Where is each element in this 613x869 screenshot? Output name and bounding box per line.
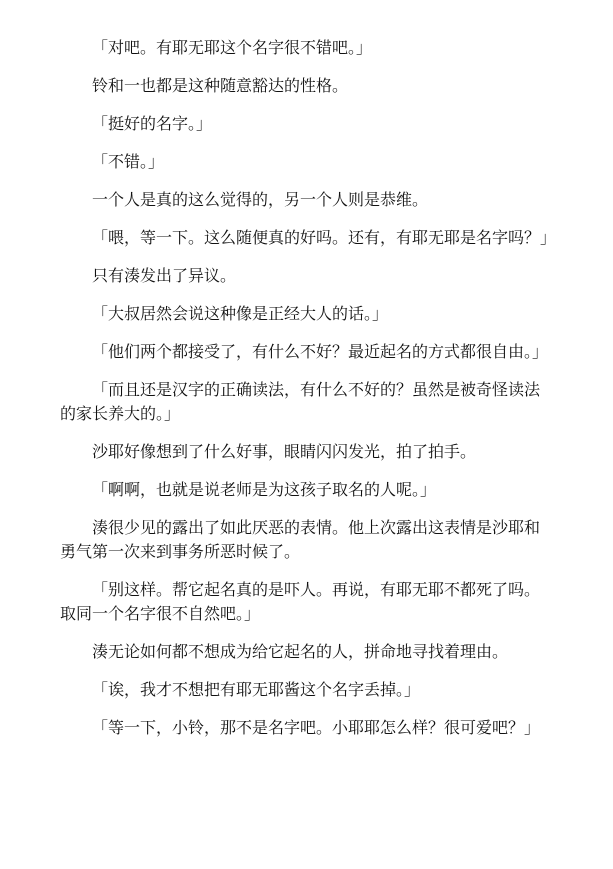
paragraph: 只有湊发出了异议。 <box>92 266 237 285</box>
paragraph: 「啊啊，也就是说老师是为这孩子取名的人呢。」 <box>92 480 437 499</box>
paragraph: 「诶，我才不想把有耶无耶酱这个名字丢掉。」 <box>92 680 421 699</box>
paragraph: 「挺好的名字。」 <box>92 114 213 133</box>
paragraph: 一个人是真的这么觉得的，另一个人则是恭维。 <box>92 190 429 209</box>
text-body <box>60 36 555 754</box>
paragraph: 湊很少见的露出了如此厌恶的表情。他上次露出这表情是沙耶和勇气第一次来到事务所恶时候了。 <box>60 518 541 561</box>
paragraph: 沙耶好像想到了什么好事，眼睛闪闪发光，拍了拍手。 <box>92 442 477 461</box>
paragraph: 「而且还是汉字的正确读法，有什么不好的？虽然是被奇怪读法的家长养大的。」 <box>60 380 541 423</box>
paragraph: 「等一下，小铃，那不是名字吧。小耶耶怎么样？很可爱吧？」 <box>92 718 541 737</box>
paragraph: 「别这样。帮它起名真的是吓人。再说，有耶无耶不都死了吗。取同一个名字很不自然吧。」 <box>60 580 541 623</box>
paragraph: 「他们两个都接受了，有什么不好？最近起名的方式都很自由。」 <box>92 342 549 361</box>
paragraph: 「喂，等一下。这么随便真的好吗。还有，有耶无耶是名字吗？」 <box>92 228 557 247</box>
paragraph: 「大叔居然会说这种像是正经大人的话。」 <box>92 304 389 323</box>
paragraph: 「不错。」 <box>92 152 165 171</box>
paragraph: 铃和一也都是这种随意豁达的性格。 <box>92 76 349 95</box>
paragraph: 「对吧。有耶无耶这个名字很不错吧。」 <box>92 38 373 57</box>
paragraph: 湊无论如何都不想成为给它起名的人，拼命地寻找着理由。 <box>92 642 509 661</box>
